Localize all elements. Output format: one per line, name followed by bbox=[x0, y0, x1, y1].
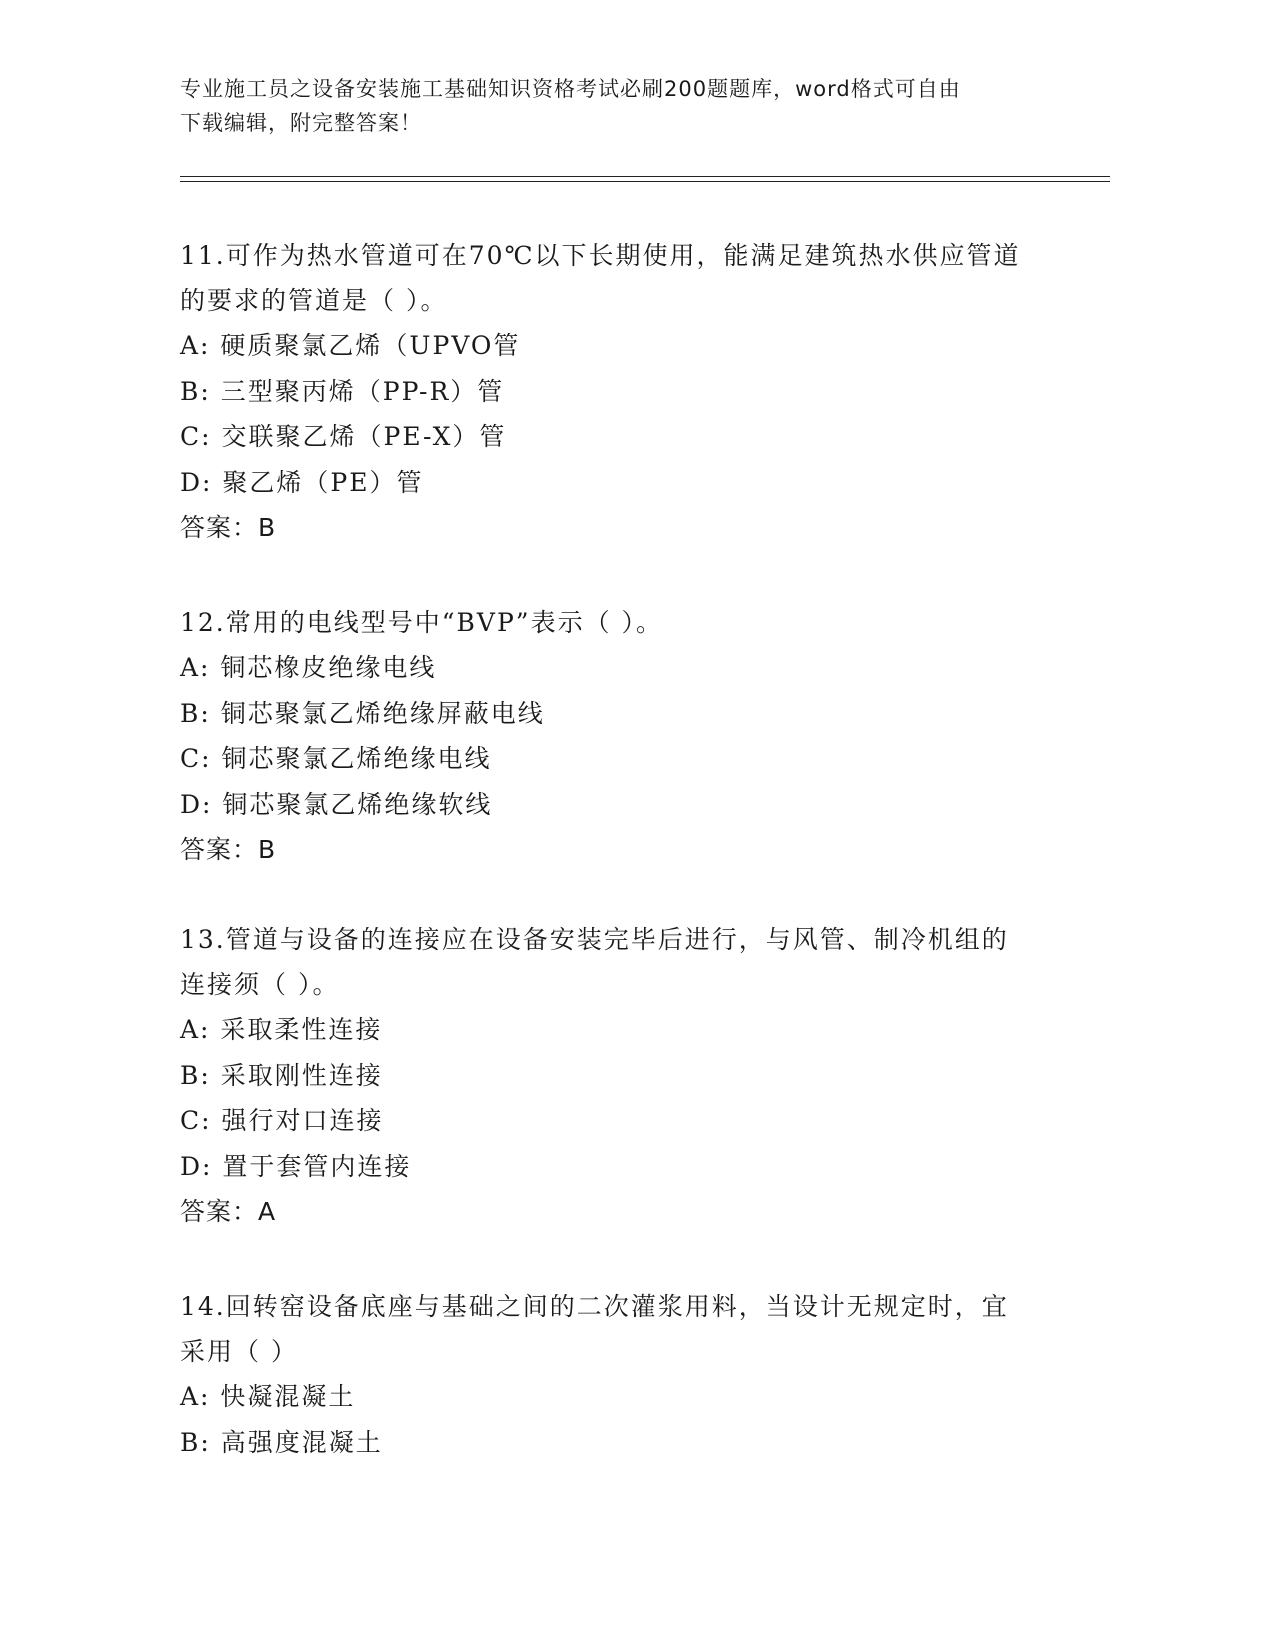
answer-line: 答案：B bbox=[180, 513, 277, 542]
answer-line: 答案：A bbox=[180, 1197, 277, 1226]
option-a: A: 快凝混凝土 bbox=[180, 1382, 356, 1411]
option-a: A: 铜芯橡皮绝缘电线 bbox=[180, 653, 437, 682]
option-b: B: 三型聚丙烯（PP-R）管 bbox=[180, 376, 505, 406]
question-13 bbox=[180, 917, 1060, 1235]
option-a: A: 采取柔性连接 bbox=[180, 1015, 383, 1044]
header-line-1: 专业施工员之设备安装施工基础知识资格考试必刷200题题库，word格式可自由 bbox=[180, 77, 961, 101]
option-d: D: 置于套管内连接 bbox=[180, 1151, 412, 1181]
question-stem-line: 连接须（ ）。 bbox=[180, 970, 340, 999]
option-c: C: 铜芯聚氯乙烯绝缘电线 bbox=[180, 744, 492, 773]
answer-line: 答案：B bbox=[180, 835, 277, 864]
option-b: B: 采取刚性连接 bbox=[180, 1060, 383, 1090]
document-header bbox=[180, 72, 1050, 140]
option-a: A: 硬质聚氯乙烯（UPVO管 bbox=[180, 331, 521, 360]
question-stem-line: 12.常用的电线型号中“BVP”表示（ ）。 bbox=[180, 608, 664, 637]
option-b: B: 高强度混凝土 bbox=[180, 1427, 383, 1457]
option-c: C: 强行对口连接 bbox=[180, 1106, 384, 1135]
question-stem-line: 采用（ ） bbox=[180, 1337, 298, 1366]
question-12 bbox=[180, 600, 1060, 873]
option-d: D: 铜芯聚氯乙烯绝缘软线 bbox=[180, 789, 493, 819]
option-c: C: 交联聚乙烯（PE-X）管 bbox=[180, 422, 507, 451]
question-stem-line: 14.回转窑设备底座与基础之间的二次灌浆用料，当设计无规定时，宜 bbox=[180, 1292, 1009, 1321]
option-d: D: 聚乙烯（PE）管 bbox=[180, 467, 424, 497]
question-stem-line: 11.可作为热水管道可在70℃以下长期使用，能满足建筑热水供应管道 bbox=[180, 241, 1021, 270]
option-b: B: 铜芯聚氯乙烯绝缘屏蔽电线 bbox=[180, 698, 545, 728]
question-stem-line: 的要求的管道是（ ）。 bbox=[180, 286, 448, 315]
question-14 bbox=[180, 1284, 1060, 1465]
header-line-2: 下载编辑，附完整答案！ bbox=[180, 111, 422, 135]
header-divider-bottom bbox=[180, 181, 1110, 182]
header-divider-top bbox=[180, 176, 1110, 177]
question-11 bbox=[180, 233, 1060, 551]
question-stem-line: 13.管道与设备的连接应在设备安装完毕后进行，与风管、制冷机组的 bbox=[180, 925, 1009, 954]
